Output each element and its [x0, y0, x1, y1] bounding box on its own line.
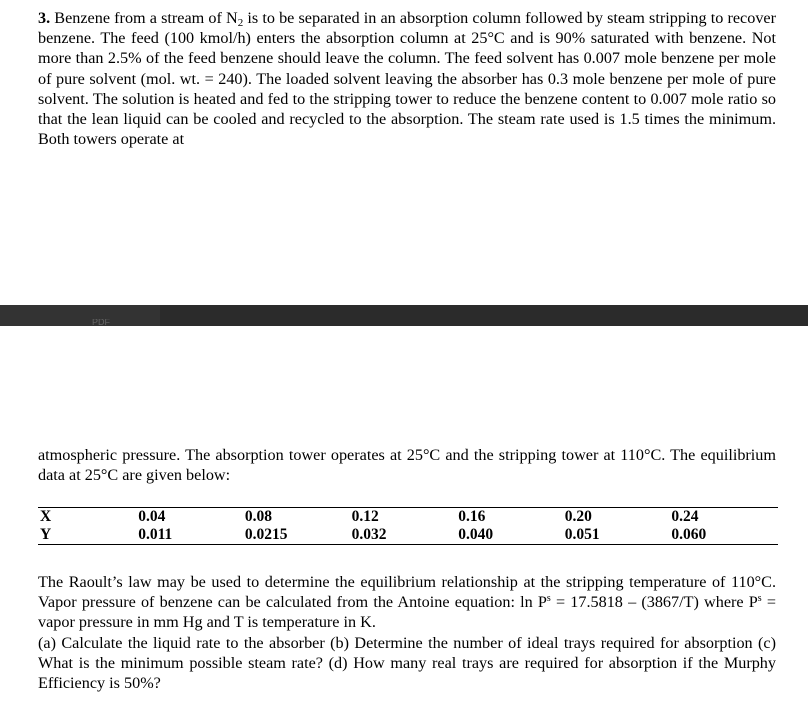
problem-text-1b: is to be separated in an absorption column followed by steam stripping to recover benzene. The feed (100 kmol/h) enters the absorption column at 25°C and is 90% saturated with benzene. Not more than 2.5% of the feed benzene should leave the column. The feed solvent has 0.007 mole benzene per mole of pure solvent (mol. wt. = 240). The loaded solvent leaving the absorber has 0.3 mole benzene per mole of pure solvent. The solution is heated and fed to the stripping tower to reduce the benzene content to 0.007 mole ratio so that the lean liquid can be cooled and recycled to the absorption. The steam rate used is 1.5 times the minimum. Both towers operate at — [38, 9, 777, 149]
x-value-5: 0.20 — [564, 508, 592, 525]
n2-subscript: 2 — [237, 17, 244, 29]
problem-text-part2: atmospheric pressure. The absorption tower operates at 25°C and the stripping tower at 110°C. The equilibrium data at 25°C are given below: — [38, 446, 776, 485]
raoult-text-1: The Raoult’s law may be used to determine the equilibrium relationship at the stripping temperature of 110°C. Vapor pressure of benzene can be calculated from the Antoine equation: ln P — [38, 573, 776, 612]
raoult-sup-1: s — [546, 593, 551, 605]
x-value-1: 0.04 — [138, 508, 166, 525]
x-value-2: 0.08 — [244, 508, 272, 525]
x-value-4: 0.16 — [458, 508, 486, 525]
x-label: X — [40, 508, 52, 525]
questions-text: (a) Calculate the liquid rate to the absorber (b) Determine the number of ideal trays required for absorption (c) What is the minimum possible steam rate? (d) How many real trays are required for absorption if the Murphy Efficiency is 50%? — [38, 633, 776, 693]
problem-text-1a: Benzene from a stream of N — [54, 9, 238, 27]
page-divider-band — [0, 305, 808, 326]
x-value-3: 0.12 — [351, 508, 379, 525]
x-value-6: 0.24 — [671, 508, 699, 525]
raoult-sup-2: s — [757, 593, 762, 605]
table-row-y — [38, 526, 778, 545]
raoult-text-2: = 17.5818 – (3867/T) where P — [550, 593, 758, 612]
y-value-3: 0.032 — [351, 526, 387, 543]
y-value-1: 0.011 — [138, 526, 173, 543]
divider-label: PDF — [92, 319, 110, 326]
problem-number: 3. — [38, 9, 51, 27]
equilibrium-table — [38, 507, 778, 545]
problem-text-part3 — [38, 572, 776, 693]
table-row-x — [38, 508, 778, 527]
y-label: Y — [40, 526, 52, 543]
y-value-2: 0.0215 — [244, 526, 288, 543]
y-value-6: 0.060 — [671, 526, 707, 543]
raoult-text-3: = vapor pressure in mm Hg and T is temperature in K. — [38, 593, 776, 632]
problem-text-part1 — [38, 8, 776, 149]
divider-shade — [0, 305, 160, 326]
y-value-4: 0.040 — [458, 526, 494, 543]
y-value-5: 0.051 — [564, 526, 600, 543]
